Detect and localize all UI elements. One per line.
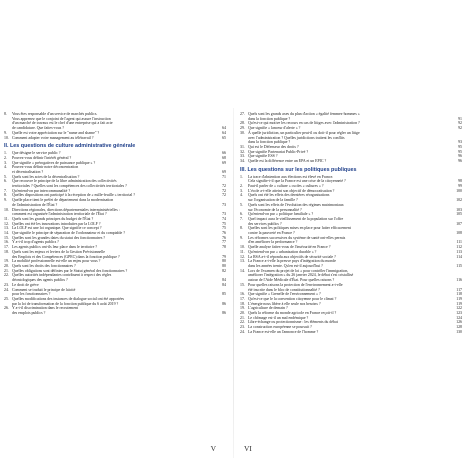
toc-entry-number: 34. xyxy=(240,159,245,164)
toc-entry-page: 95 xyxy=(458,144,462,149)
toc-entry-number: 3. xyxy=(4,160,7,165)
toc-entry-page: 80 xyxy=(222,259,226,264)
toc-entry-text: Comment se traduit le principe de laïcité xyxy=(12,287,76,292)
toc-entry-text: Quels sont les enjeux et leviers de la Gestion Prévisionnelle xyxy=(12,249,106,254)
toc-entry-number: 9. xyxy=(240,235,243,240)
toc-entry-page: 123 xyxy=(456,311,462,316)
left-top-entries xyxy=(4,112,226,140)
toc-entry-page: 80 xyxy=(222,264,226,268)
toc-entry-number: 15. xyxy=(4,235,9,240)
toc-entry-text: des services publics ? xyxy=(248,221,282,226)
toc-entry-number: 1. xyxy=(4,151,7,156)
book-gutter xyxy=(233,108,234,458)
toc-entry-text: Que signifie le principe de séparation de l'ordonnateur et du comptable ? xyxy=(12,231,125,236)
toc-entry-text: La France est-elle un l'annonce de l'homme ? xyxy=(248,329,319,334)
toc-entry-text: Quelles obligations sont définies par le Statut général des fonctionnaires ? xyxy=(12,268,128,273)
toc-entry-page: 96 xyxy=(458,159,462,164)
toc-entry-number: 22. xyxy=(4,273,9,278)
toc-entry-page: 91 xyxy=(458,116,462,121)
toc-entry-page: 107 xyxy=(456,221,462,226)
toc-entry-text: Quels la réforme du monde agricole en France reçoit-il ? xyxy=(248,311,337,316)
toc-entry-text: Lors de l'examen du projet de loi « pour contrôler l'immigration, xyxy=(248,268,349,273)
toc-entry-text: Vous êtes responsable d'un service de marchés publics. xyxy=(12,112,98,116)
toc-entry-page: 93 xyxy=(458,140,462,145)
toc-entry-page: 92 xyxy=(458,126,462,131)
toc-entry-page: 65 xyxy=(222,135,226,140)
toc-entry-text: Quels sont les grands axes du plan d'action « égalité femmes-hommes » xyxy=(248,112,360,116)
toc-entry-number: 9. xyxy=(4,198,7,203)
toc-entry-text: Pouvez-vous définir l'intérêt général ? xyxy=(12,155,72,160)
toc-entry-text: Les agents publics ont-ils leur place dans le territoire ? xyxy=(12,245,98,250)
toc-entry-page: 72 xyxy=(222,193,226,198)
toc-entry-text: Comment adapter votre management au télétravail ? xyxy=(12,135,94,140)
toc-entry-text: déontologiques des agents publics ? xyxy=(12,278,68,283)
toc-entry-text: d'en améliorer la performance ? xyxy=(248,240,298,245)
toc-entry-page: 108 xyxy=(456,231,462,236)
toc-entry-text: Y a-t-il discrimination dans le recrutement xyxy=(12,306,79,311)
toc-entry-number: 23. xyxy=(4,282,9,287)
toc-entry-page: 76 xyxy=(222,231,226,236)
toc-entry-text: et décentralisation ? xyxy=(12,169,44,174)
toc-entry-page: 78 xyxy=(222,245,226,250)
toc-entry-page: 128 xyxy=(456,325,462,330)
toc-entry-text: La mobilité professionnelle est-elle un enjeu pour vous ? xyxy=(12,259,101,264)
toc-entry-page: 95 xyxy=(458,149,462,154)
toc-entry-page: 119 xyxy=(456,296,462,301)
toc-entry-number: 21. xyxy=(4,268,9,273)
toc-entry-page: 85 xyxy=(222,292,226,297)
toc-entry-text: La trace d'abstention aux élections est élevé en France. xyxy=(248,174,334,179)
toc-entry-page: 126 xyxy=(456,320,462,325)
toc-entry-text: comment est organisée l'administration territoriale de l'État ? xyxy=(12,212,107,217)
toc-entry-text: Que signifie « lanceur d'alerte » ? xyxy=(248,126,301,131)
toc-entry-number: 31. xyxy=(240,144,245,149)
toc-entry-text: Le chômage est-il un mal endémique ? xyxy=(248,315,309,320)
toc-entry-text: été inscrite dans le bloc de constitutionnalité ? xyxy=(248,287,320,292)
toc-entry-text: Quelles sont les politiques mises en place pour lutter efficacement xyxy=(248,226,351,231)
toc-entry-text: Qu'entend-on par intercommunalité ? xyxy=(12,188,71,193)
toc-entry-page: 73 xyxy=(222,212,226,217)
toc-entry-number: 14. xyxy=(240,268,245,273)
page-number-left: V xyxy=(210,444,216,453)
toc-entry-number: 11. xyxy=(240,249,245,254)
toc-entry-number: 5. xyxy=(4,174,7,179)
toc-entry-text: Faut-il parler de « culture » ou des « cultures » ? xyxy=(248,184,324,189)
toc-entry-text: Quel impact aura le vieillissement de la population sur l'offre xyxy=(248,216,344,221)
toc-entry-number: 17. xyxy=(240,296,245,301)
toc-entry-text: Quels sont les actes de la décentralisation ? xyxy=(12,174,80,179)
toc-entry-text: Quelle est la différence entre un EPA et un EPIC ? xyxy=(248,159,327,164)
toc-entry-page: 82 xyxy=(222,268,226,273)
toc-entry-page: 76 xyxy=(222,235,226,240)
toc-entry-text: La RSA a-t-il répondu aux objectifs de sécurité sociale ? xyxy=(248,254,336,259)
section-title-ii: II. Les questions de culture administrative générale xyxy=(4,143,136,150)
toc-entry-number: 18. xyxy=(4,249,9,254)
toc-entry-number: 11. xyxy=(4,216,9,221)
toc-entry-number: 5. xyxy=(240,202,243,207)
toc-entry xyxy=(240,159,462,164)
toc-entry-text: sur l'organisation de la famille ? xyxy=(248,198,298,203)
toc-entry-text: L'école a-t-elle atteint son objectif de démocratisation ? xyxy=(248,188,335,193)
toc-entry-number: 12. xyxy=(4,221,9,226)
toc-entry-text: Quelle analyse faites-vous de l'insécurité en France ? xyxy=(248,245,331,250)
toc-entry-page: 115 xyxy=(456,264,462,268)
toc-entry-page: 64 xyxy=(222,130,226,135)
toc-entry-page: 113 xyxy=(456,249,462,254)
toc-entry-number: 19. xyxy=(4,259,9,264)
toc-entry-page: 84 xyxy=(222,278,226,283)
toc-entry-text: L'énergie nous libère à elle seule nos besoins ? xyxy=(248,301,321,306)
toc-entry-text: La LOLF est une loi organique. Que signifie ce concept ? xyxy=(12,226,102,231)
toc-entry-text: Que signifie Partenariat Public-Privé ? xyxy=(248,149,309,154)
toc-entry-page: 69 xyxy=(222,160,226,165)
toc-entry-page: 69 xyxy=(222,169,226,174)
toc-entry-text: pour les fonctionnaires ? xyxy=(12,292,51,297)
toc-entry-text: des emplois publics ? xyxy=(12,311,46,316)
toc-entry-text: La construction européenne se poursuit ? xyxy=(248,325,312,330)
toc-entry-text: À quelle juridiction, un particulier peut-il ou doit-il pour régler un litige xyxy=(248,130,360,135)
toc-entry-page: 103 xyxy=(456,207,462,212)
toc-entry-text: Le droit de grève xyxy=(12,282,39,287)
toc-entry-text: Cela signifie-t-il que la France est une crise de la citoyenneté ? xyxy=(248,179,346,184)
toc-entry-page: 72 xyxy=(222,184,226,189)
toc-entry-text: Que signifie ESS ? xyxy=(248,154,278,159)
toc-entry-page: 84 xyxy=(222,282,226,287)
toc-entry-text: Quels ont été les effets des dernières réorganisations xyxy=(248,193,330,198)
toc-entry-number: 29. xyxy=(240,126,245,131)
toc-entry-number: 12. xyxy=(240,254,245,259)
toc-entry-number: 15. xyxy=(240,282,245,287)
right-page xyxy=(240,112,462,457)
toc-entry-text: Libre-échange ou protectionnisme : les éléments du débat xyxy=(248,320,338,325)
toc-entry-page: 102 xyxy=(456,198,462,203)
toc-entry xyxy=(240,330,462,335)
toc-entry-number: 9. xyxy=(4,130,7,135)
toc-entry-number: 8. xyxy=(4,112,7,116)
toc-entry xyxy=(4,311,226,316)
toc-entry-page: 124 xyxy=(456,315,462,320)
toc-entry-text: Quels sont les effets de l'évolution des régimes matrimoniaux xyxy=(248,202,344,207)
toc-entry-page: 86 xyxy=(222,311,226,316)
toc-entry-text: Que recouvre le principe de la libre administration des collectivités xyxy=(12,179,117,184)
toc-entry-number: 10. xyxy=(4,135,9,140)
section-title-iii: III. Les questions sur les politiques publiques xyxy=(240,166,357,173)
toc-entry-page: 68 xyxy=(222,155,226,160)
toc-entry-text: Qui est le Défenseur des droits ? xyxy=(248,144,299,149)
toc-entry-number: 2. xyxy=(4,155,7,160)
toc-entry-text: Quelles autorités indépendantes contribuent à respect des règles xyxy=(12,273,112,278)
toc-entry-text: Vous apprenez que le conjoint de l'agent qui assure l'instruction xyxy=(12,116,111,121)
toc-entry-page: 77 xyxy=(222,240,226,245)
toc-entry-number: 4. xyxy=(240,193,243,198)
toc-entry-text: dans les années trente. Qu'en est-il aujourd'hui ? xyxy=(248,264,323,268)
toc-entry-page: 119 xyxy=(456,301,462,306)
toc-entry xyxy=(4,136,226,141)
toc-entry-text: Que signifie « prérogatives de puissance publique » ? xyxy=(12,160,96,165)
toc-entry-number: 13. xyxy=(240,259,245,264)
left-entries xyxy=(4,151,226,316)
toc-entry-number: 20. xyxy=(4,264,9,268)
toc-entry-text: Que signifie « Grenelle de l'environnement » ? xyxy=(248,292,321,297)
toc-entry-page: 66 xyxy=(222,151,226,156)
toc-entry-page: 71 xyxy=(222,174,226,179)
toc-entry-number: 24. xyxy=(4,287,9,292)
toc-entry-number: 6. xyxy=(240,212,243,217)
toc-entry-text: Que désigne le service public ? xyxy=(12,151,61,156)
toc-entry-number: 16. xyxy=(240,292,245,297)
toc-entry-text: Quels sont les droits des fonctionnaires ? xyxy=(12,264,76,268)
toc-entry-number: 21. xyxy=(240,315,245,320)
toc-entry-number: 24. xyxy=(240,329,245,334)
toc-entry-text: contre la pauvreté en France ? xyxy=(248,231,295,236)
toc-entry-text: Pouvez-vous définir notre déconcentration xyxy=(12,165,79,170)
toc-entry-page: 130 xyxy=(456,329,462,334)
toc-entry-text: Y a-t-il trop d'agents publics ? xyxy=(12,240,59,245)
toc-entry-number: 26. xyxy=(4,306,9,311)
toc-entry-number: 7. xyxy=(4,188,7,193)
toc-entry-page: 79 xyxy=(222,254,226,259)
toc-entry-text: par la loi de transformation de la fonction publique du 6 août 2019 ? xyxy=(12,301,119,306)
toc-entry-page: 105 xyxy=(456,212,462,217)
toc-entry-page: 112 xyxy=(456,245,462,250)
toc-entry-page: 122 xyxy=(456,306,462,311)
toc-entry-page: 117 xyxy=(456,287,462,292)
toc-entry-number: 22. xyxy=(240,320,245,325)
page-number-right: VI xyxy=(244,444,252,453)
toc-entry-page: 72 xyxy=(222,188,226,193)
toc-entry-page: 111 xyxy=(456,240,462,245)
toc-entry-page: 74 xyxy=(222,216,226,221)
toc-entry-number: 2. xyxy=(240,184,243,189)
toc-entry-number: 30. xyxy=(240,130,245,135)
toc-entry-page: 98 xyxy=(458,179,462,184)
toc-entry-text: de candidature. Que faites-vous ? xyxy=(12,126,64,131)
toc-entry-text: Directions régionales, directions départementales interministérielles : xyxy=(12,207,120,212)
toc-entry-text: Qu'entend-on par « politique familiale » ? xyxy=(248,212,314,217)
toc-entry-number: 18. xyxy=(240,301,245,306)
toc-entry-text: des Emplois et des Compétences (GPEC) dans la fonction publique ? xyxy=(12,254,120,259)
toc-entry-text: d'un marché de travaux est le chef d'une entreprise qui a fait acte xyxy=(12,121,113,126)
toc-entry-text: Quelles dispositions ont participé à la réception de « mille-feuille » territorial ? xyxy=(12,193,135,198)
toc-entry-text: Les réformes successives du système de santé ont-elles permis xyxy=(248,235,346,240)
toc-entry-number: 4. xyxy=(4,165,7,170)
toc-entry-number: 27. xyxy=(240,112,245,116)
toc-entry-page: 92 xyxy=(458,121,462,126)
toc-entry-text: de l'administration de l'État ? xyxy=(12,202,58,207)
toc-entry-text: améliorer l'intégration » du 26 janvier 2024, le débat s'est cristallisé xyxy=(248,273,354,278)
right-top-entries xyxy=(240,112,462,164)
toc-entry-text: Quelles modifications des instances de dialogue social ont été apportées xyxy=(12,296,125,301)
toc-entry-page: 86 xyxy=(222,301,226,306)
toc-entry-page: 96 xyxy=(458,154,462,159)
toc-entry-number: 14. xyxy=(4,231,9,236)
toc-entry-text: Qu'est-ce qui motive les recours en cas de litiges avec l'administration ? xyxy=(248,121,360,126)
toc-entry-page: 114 xyxy=(456,254,462,259)
toc-entry-number: 23. xyxy=(240,325,245,330)
toc-entry-number: 8. xyxy=(240,226,243,231)
toc-entry-text: Quelles ont été les innovations introduites par la LOLF ? xyxy=(12,221,101,226)
toc-entry-text: La France a-t-elle la preuve pays d'intégration du monde xyxy=(248,259,336,264)
toc-entry-page: 75 xyxy=(222,221,226,226)
toc-entry-text: Qu'entend-on par « urbanisation durable » ? xyxy=(248,249,317,254)
toc-entry-page: 116 xyxy=(456,278,462,283)
toc-entry-number: 13. xyxy=(4,226,9,231)
toc-entry-number: 19. xyxy=(240,306,245,311)
toc-entry-number: 10. xyxy=(240,245,245,250)
toc-entry-number: 17. xyxy=(4,245,9,250)
toc-entry-text: Quelle est votre appréciation sur le "name and shame" ? xyxy=(12,130,100,135)
toc-entry-page: 73 xyxy=(222,202,226,207)
left-page xyxy=(4,112,226,457)
toc-entry-text: L'agriculture de demain ? xyxy=(248,306,288,311)
toc-entry-number: 32. xyxy=(240,149,245,154)
toc-entry-text: dans la fonction publique ? xyxy=(248,140,291,145)
toc-entry-page: 75 xyxy=(222,226,226,231)
toc-entry-text: territoriales ? Quelles sont les compétences des collectivités territoriales ? xyxy=(12,184,127,189)
toc-entry-number: 28. xyxy=(240,121,245,126)
toc-entry-number: 25. xyxy=(4,296,9,301)
toc-entry-number: 1. xyxy=(240,174,243,179)
toc-entry-number: 33. xyxy=(240,154,245,159)
toc-entry-number: 20. xyxy=(240,311,245,316)
toc-entry-number: 10. xyxy=(4,207,9,212)
right-entries xyxy=(240,175,462,335)
toc-entry-text: Qu'est-ce que le la convention citoyenne pour le climat ? xyxy=(248,296,337,301)
toc-entry-number: 8. xyxy=(4,193,7,198)
toc-entry-page: 118 xyxy=(456,292,462,297)
toc-entry-number: 6. xyxy=(4,179,7,184)
toc-entry-page: 64 xyxy=(222,126,226,131)
toc-entry-text: dans la fonction publique ? xyxy=(248,116,291,121)
toc-entry-text: autour de l'Aide Médicale d'État. Pour quelles raisons ? xyxy=(248,278,335,283)
toc-entry-page: 100 xyxy=(456,188,462,193)
toc-entry-text: Quelles sont les grandes dates du statut des fonctionnaires ? xyxy=(12,235,106,240)
toc-entry-text: avec l'administration ? Quelles juridictions traitent les conflits xyxy=(248,135,345,140)
toc-entry-number: 7. xyxy=(240,216,243,221)
toc-entry-text: sur l'économie de la personnalité ? xyxy=(248,207,302,212)
toc-entry-text: Quels sont les grands principes du budget de l'État ? xyxy=(12,216,94,221)
toc-entry-text: Quelle place tient le préfet de département dans la modernisation xyxy=(12,198,114,203)
toc-entry-number: 3. xyxy=(240,188,243,193)
toc-entry-page: 99 xyxy=(458,184,462,189)
toc-entry-number: 16. xyxy=(4,240,9,245)
toc-entry-text: Pour quelles raisons la protection de l'environnement a-t-elle xyxy=(248,282,343,287)
